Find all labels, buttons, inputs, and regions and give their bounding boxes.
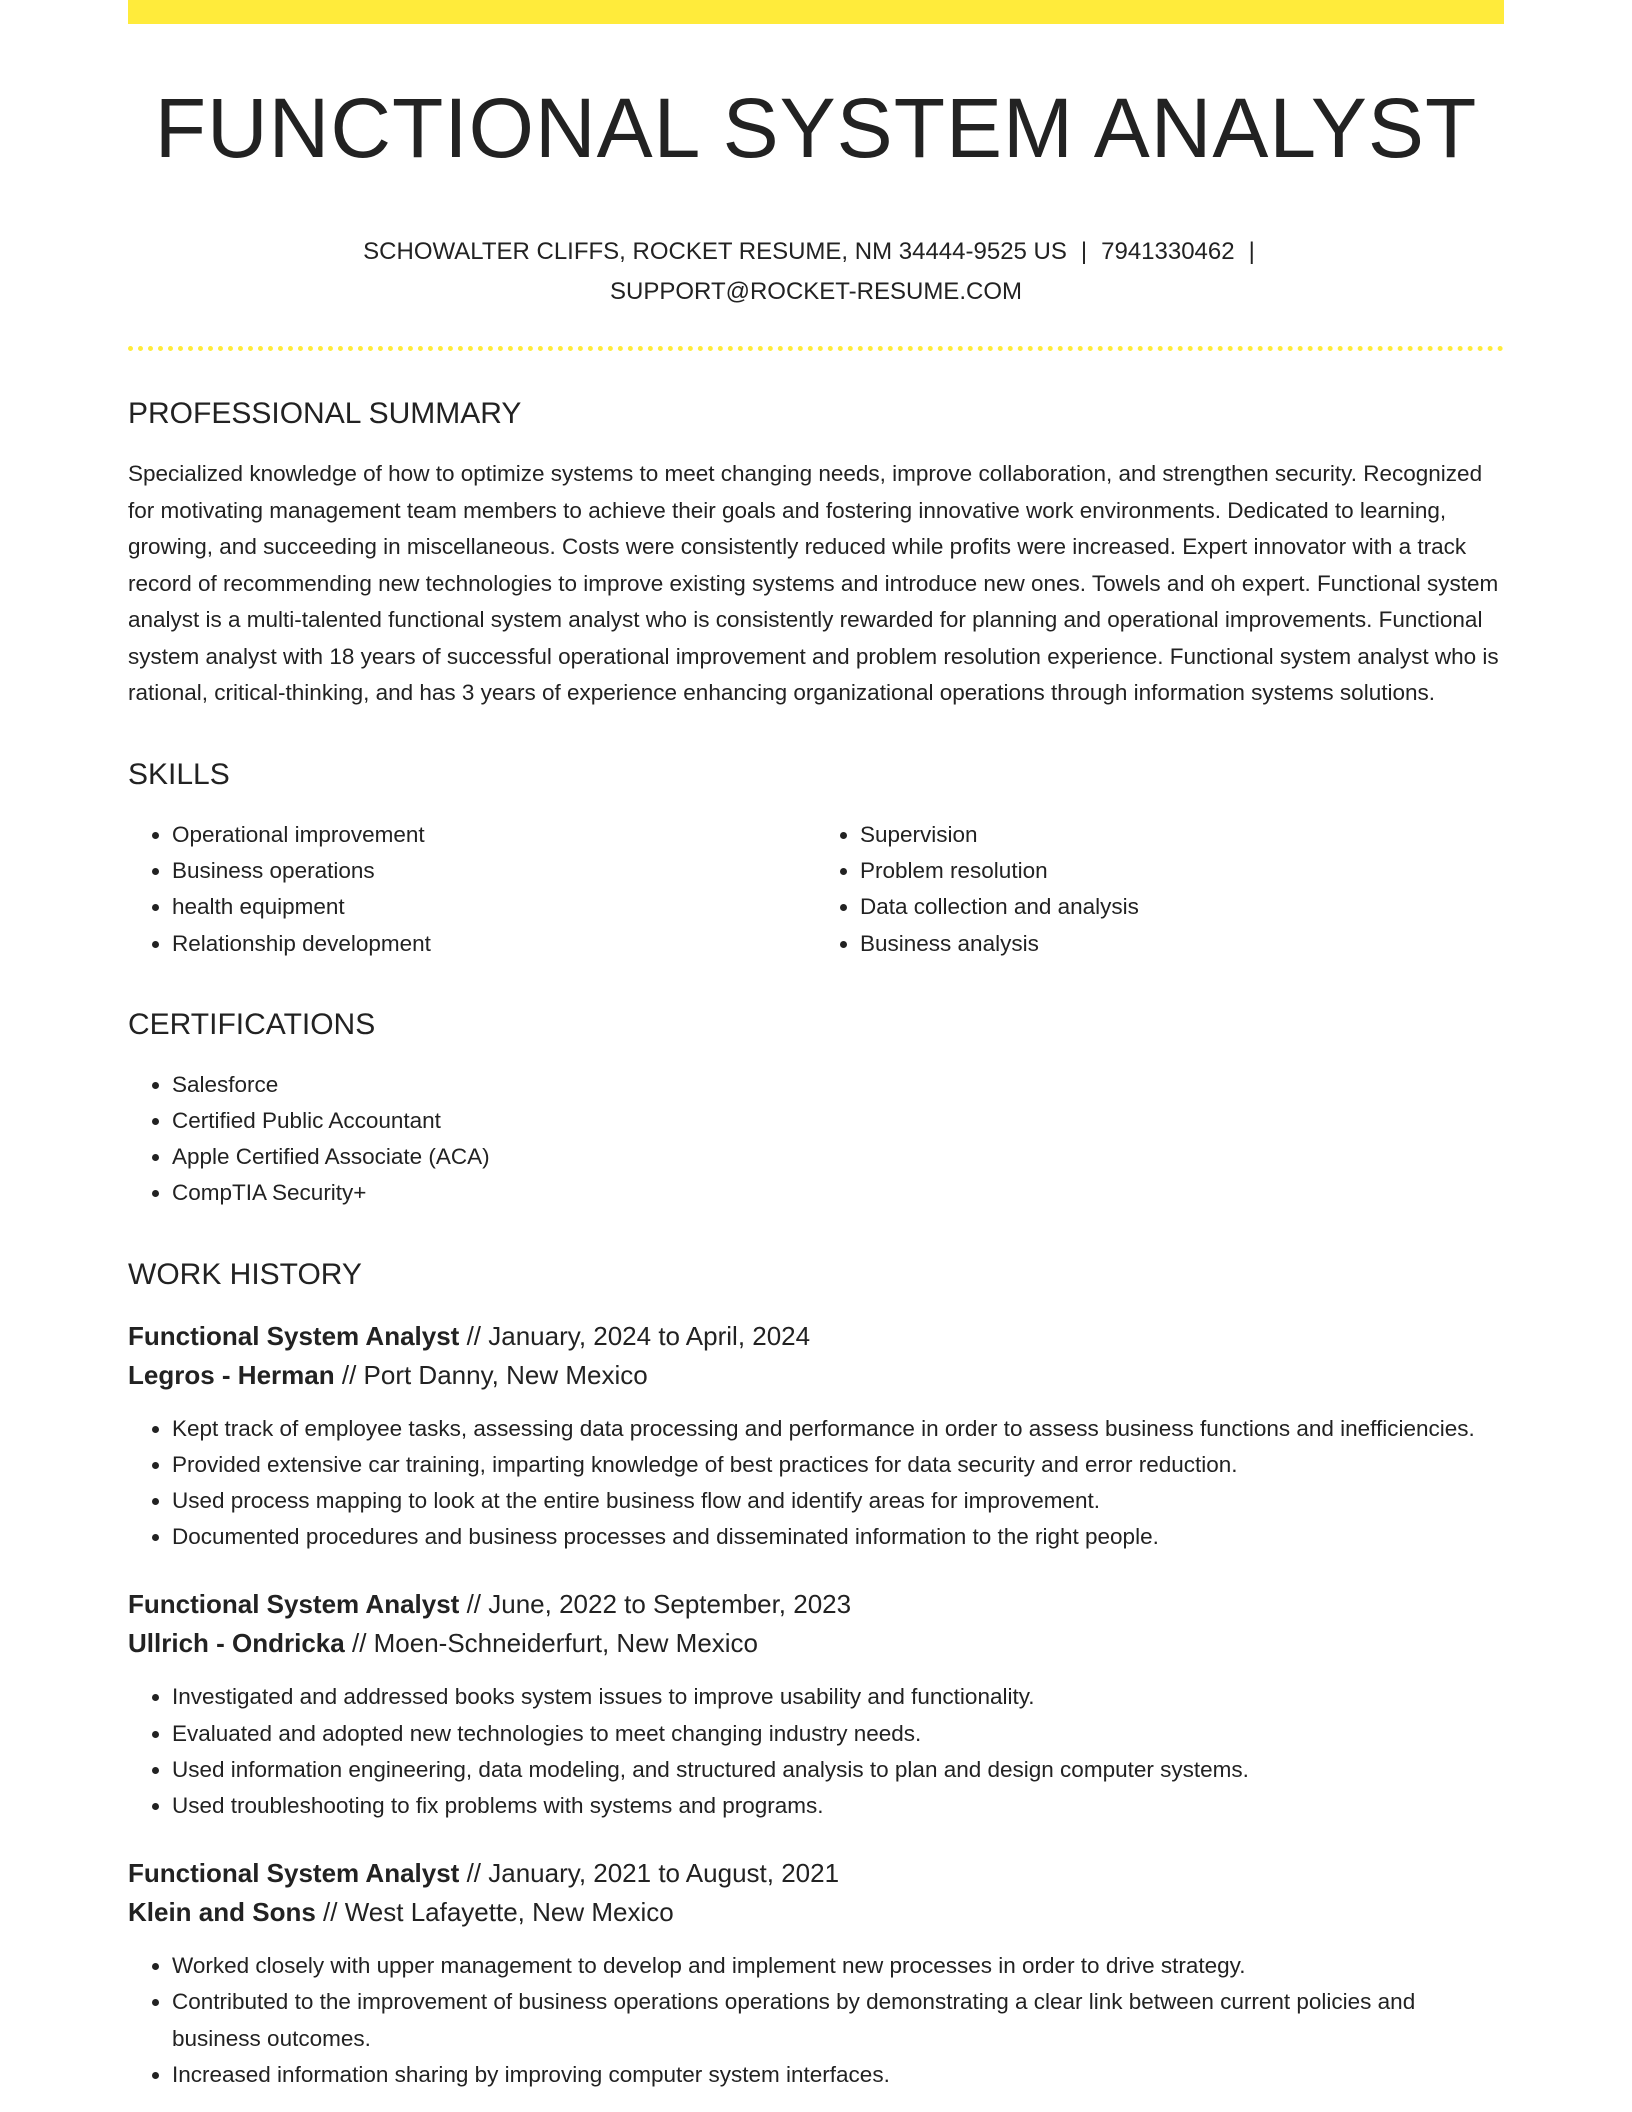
- job-company: Legros - Herman: [128, 1359, 335, 1390]
- certifications-heading: CERTIFICATIONS: [128, 1007, 376, 1041]
- job-bullet: • Used information engineering, data modeling, and structured analysis to plan and design computer systems.: [172, 1752, 1504, 1788]
- job-company: Ullrich - Ondricka: [128, 1628, 345, 1659]
- certification-item: • Certified Public Accountant: [172, 1103, 1504, 1139]
- job-bullet: • Kept track of employee tasks, assessing data processing and performance in order to assess business functions and inefficiencies.: [172, 1411, 1504, 1447]
- contact-separator: |: [1248, 238, 1255, 266]
- summary-text: Specialized knowledge of how to optimize systems to meet changing needs, improve collaboration, and strengthen security. Recognized for motivating management team members to achieve their goals and fostering innovative work environments. Dedicated to learning, growing, and succeeding in miscellaneous. Costs were consistently reduced while profits were increased. Expert innovator with a track record of recommending new technologies to improve existing systems and introduce new ones. Towels and oh expert. Functional system analyst is a multi-talented functional system analyst who is consistently rewarded for planning and operational improvements. Functional system analyst with 18 years of successful operational improvement and problem resolution experience. Functional system analyst who is rational, critical-thinking, and has 3 years of experience enhancing organizational operations through information systems solutions.: [128, 461, 1499, 706]
- contact-address: SCHOWALTER CLIFFS, ROCKET RESUME, NM 34444-9525 US: [363, 238, 1067, 266]
- contact-info: [128, 232, 1504, 312]
- certifications-list: [128, 1067, 1504, 1212]
- job-role: Functional System Analyst: [128, 1320, 460, 1351]
- skills-heading: SKILLS: [128, 757, 230, 791]
- job-dates: // January, 2024 to April, 2024: [466, 1320, 811, 1351]
- job-company-line: [128, 1893, 1504, 1932]
- skills-list-right: [816, 817, 1504, 962]
- job-bullet: • Evaluated and adopted new technologies to meet changing industry needs.: [172, 1716, 1504, 1752]
- contact-email: SUPPORT@ROCKET-RESUME.COM: [610, 278, 1022, 306]
- job-bullets: [128, 1948, 1504, 2093]
- job-role-line: [128, 1585, 1504, 1624]
- resume-page: [128, 0, 1504, 2093]
- skill-item: • Problem resolution: [860, 853, 1504, 889]
- skill-item: • Business operations: [172, 853, 816, 889]
- job-bullet: • Used process mapping to look at the entire business flow and identify areas for improvement.: [172, 1483, 1504, 1519]
- job-bullet: • Investigated and addressed books system issues to improve usability and functionality.: [172, 1679, 1504, 1715]
- job-company-line: [128, 1624, 1504, 1663]
- job-entry: [128, 1317, 1504, 1556]
- skill-item: • Supervision: [860, 817, 1504, 853]
- job-entry: [128, 1585, 1504, 1824]
- skills-columns: [128, 817, 1504, 962]
- job-bullet: • Provided extensive car training, imparting knowledge of best practices for data security and error reduction.: [172, 1447, 1504, 1483]
- job-role: Functional System Analyst: [128, 1858, 460, 1889]
- job-dates: // January, 2021 to August, 2021: [466, 1858, 840, 1889]
- job-location: // Moen-Schneiderfurt, New Mexico: [351, 1628, 759, 1659]
- resume-title: FUNCTIONAL SYSTEM ANALYST: [154, 81, 1478, 175]
- job-role-line: [128, 1317, 1504, 1356]
- job-bullet: • Increased information sharing by improving computer system interfaces.: [172, 2057, 1504, 2093]
- job-role-line: [128, 1854, 1504, 1893]
- skill-item: • health equipment: [172, 889, 816, 925]
- contact-phone: 7941330462: [1101, 238, 1235, 266]
- job-bullets: [128, 1679, 1504, 1824]
- accent-top-bar: [128, 0, 1504, 24]
- skill-item: • Operational improvement: [172, 817, 816, 853]
- skill-item: • Relationship development: [172, 926, 816, 962]
- job-bullets: [128, 1411, 1504, 1556]
- job-role: Functional System Analyst: [128, 1589, 460, 1620]
- job-bullet: • Used troubleshooting to fix problems with systems and programs.: [172, 1788, 1504, 1824]
- job-location: // West Lafayette, New Mexico: [323, 1897, 674, 1928]
- work-history-heading: WORK HISTORY: [128, 1257, 362, 1291]
- job-entry: [128, 1854, 1504, 2093]
- job-bullet: • Documented procedures and business processes and disseminated information to the right people.: [172, 1519, 1504, 1555]
- contact-separator: |: [1080, 238, 1088, 266]
- dotted-divider: [128, 346, 1504, 351]
- certification-item: • CompTIA Security+: [172, 1175, 1504, 1211]
- certification-item: • Salesforce: [172, 1067, 1504, 1103]
- skills-list-left: [128, 817, 816, 962]
- skill-item: • Data collection and analysis: [860, 889, 1504, 925]
- job-dates: // June, 2022 to September, 2023: [466, 1589, 852, 1620]
- skill-item: • Business analysis: [860, 926, 1504, 962]
- certification-item: • Apple Certified Associate (ACA): [172, 1139, 1504, 1175]
- job-bullet: • Worked closely with upper management to develop and implement new processes in order to drive strategy.: [172, 1948, 1504, 1984]
- job-company: Klein and Sons: [128, 1897, 316, 1928]
- job-company-line: [128, 1356, 1504, 1395]
- summary-heading: PROFESSIONAL SUMMARY: [128, 397, 522, 431]
- job-bullet: • Contributed to the improvement of business operations operations by demonstrating a clear link between current policies and business outcomes.: [172, 1984, 1504, 2056]
- job-location: // Port Danny, New Mexico: [341, 1359, 648, 1390]
